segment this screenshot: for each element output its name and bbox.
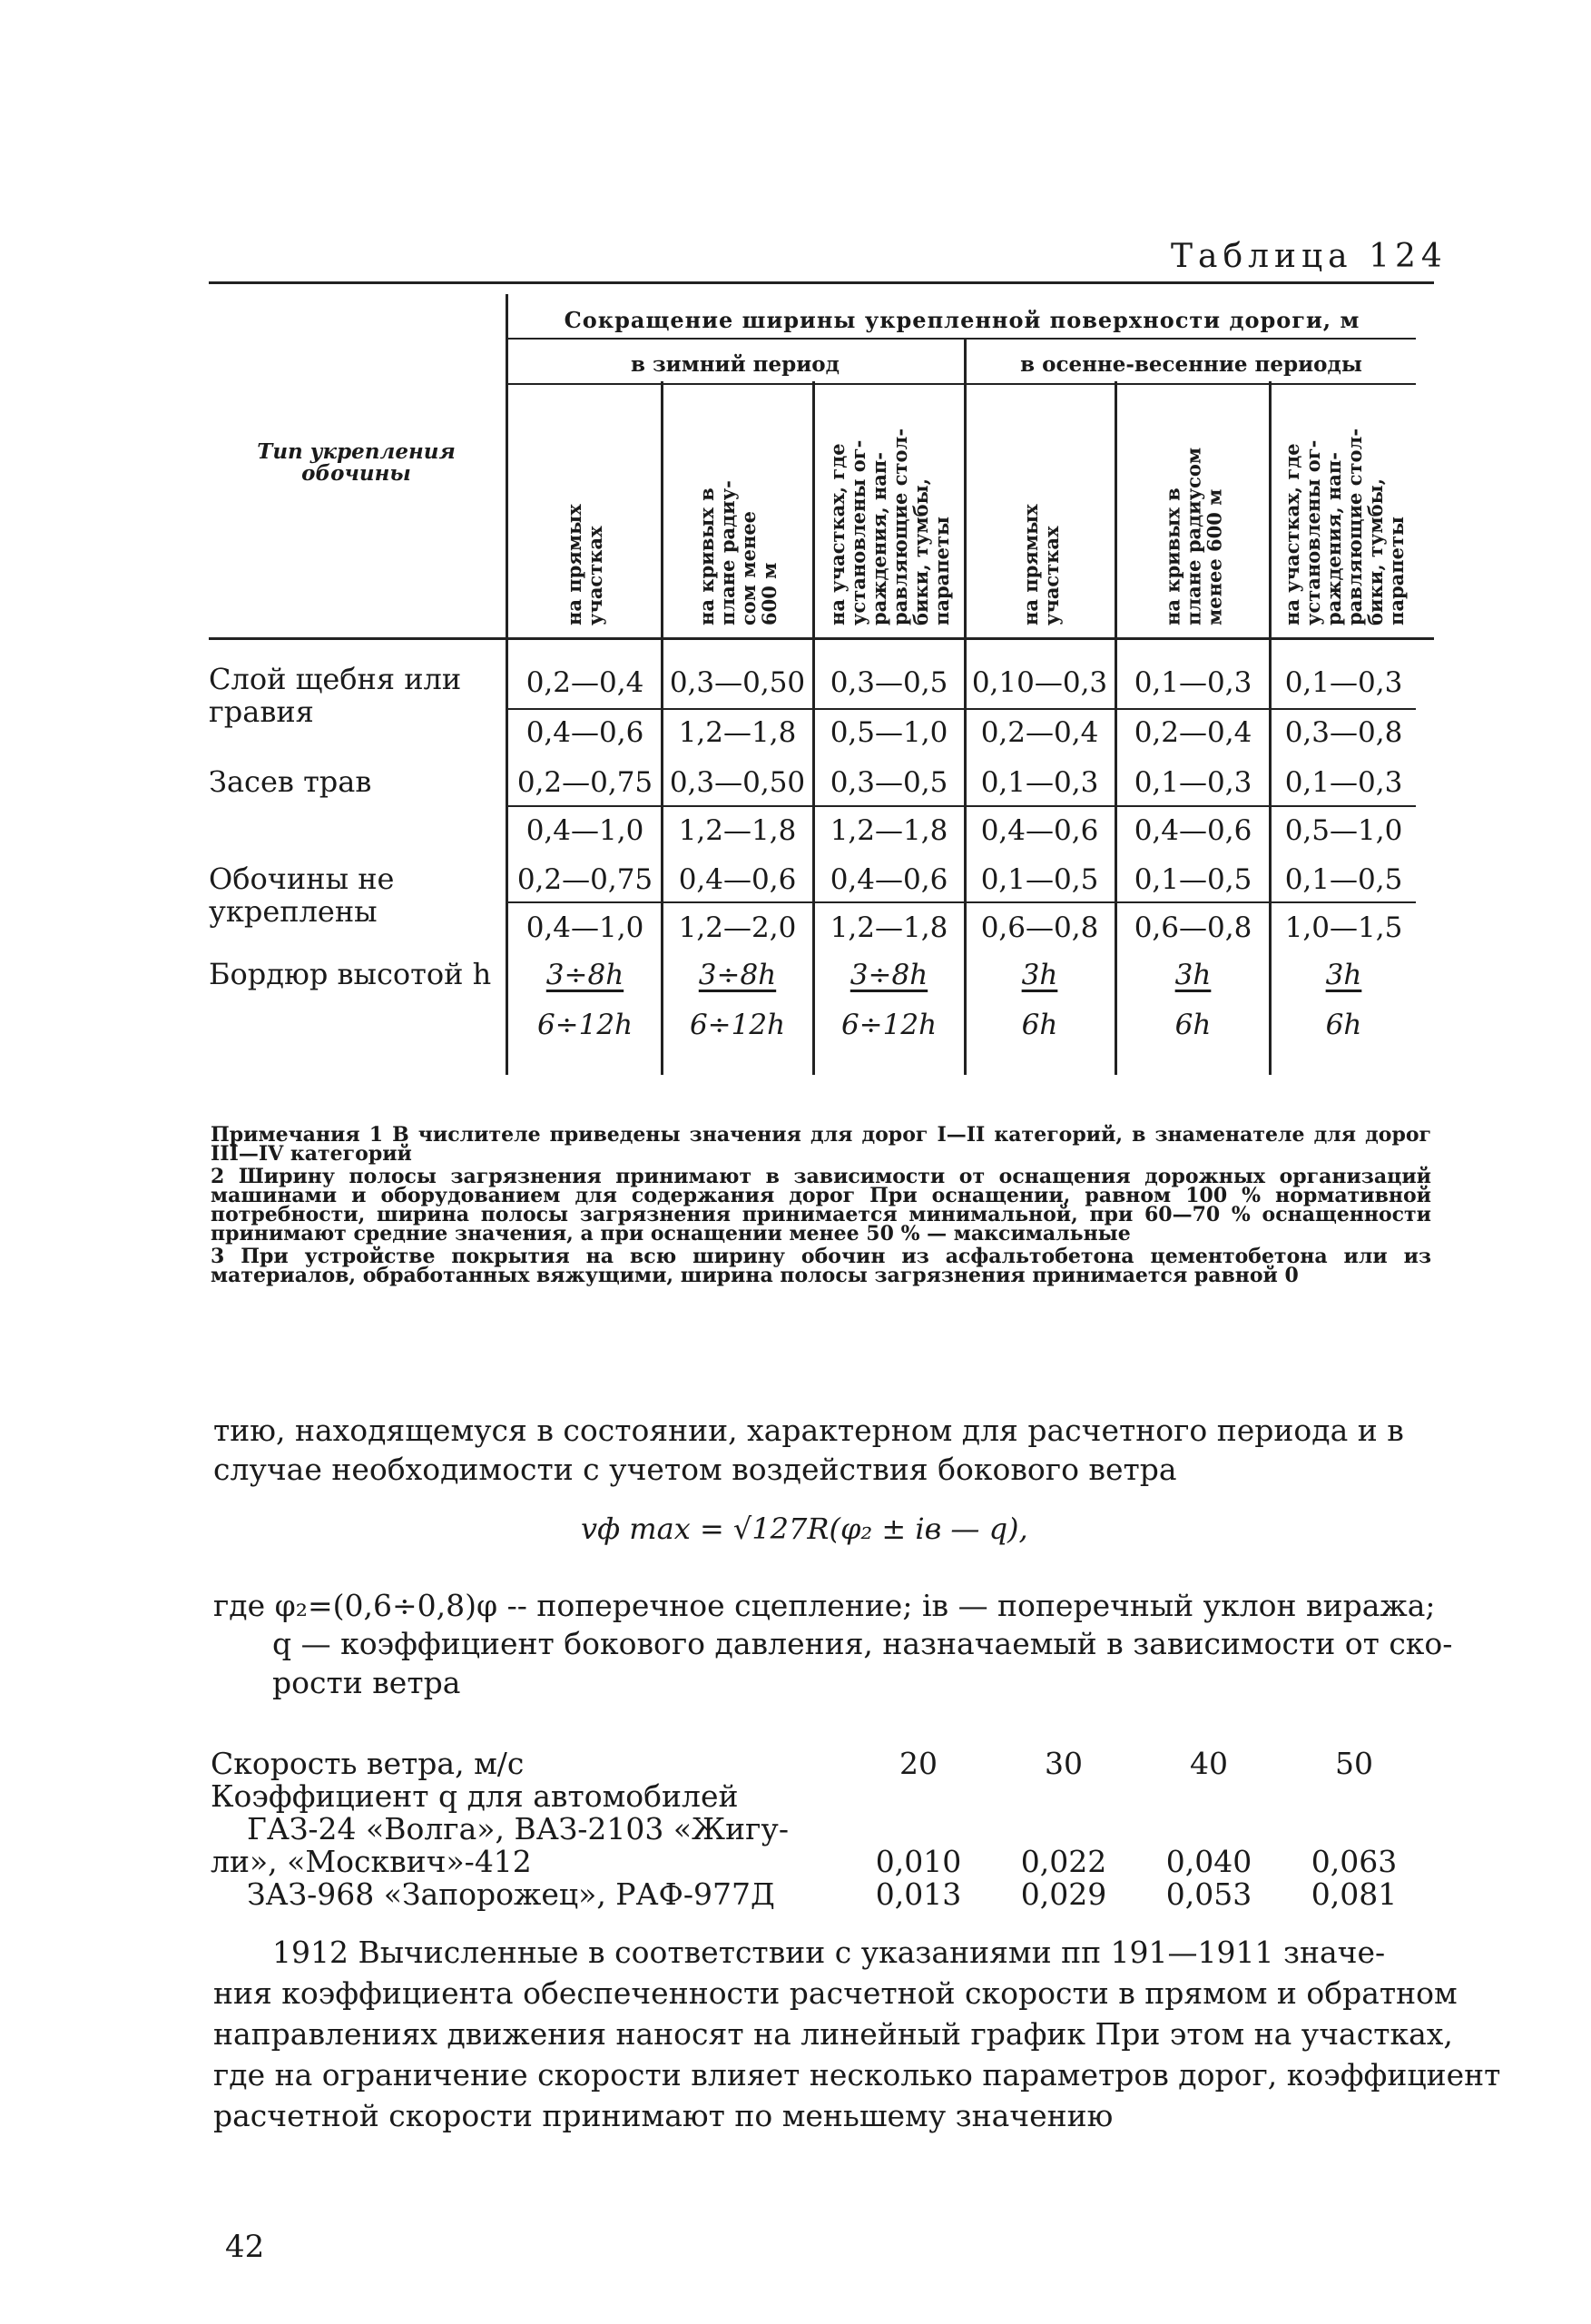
table-cell: 6÷12h: [840, 1009, 938, 1041]
table-cell: 0,4—0,6: [830, 863, 948, 896]
page-number: 42: [225, 2229, 265, 2265]
paragraph-line: 1912 Вычисленные в соответствии с указаниями пп 191—1911 значе-: [272, 1935, 1386, 1970]
table-cell: 3h: [1325, 959, 1362, 991]
column-header-text: на участках, где установлены ог- раждения, нап- равляющие стол- бики, тумбы, парапеты: [826, 428, 953, 625]
column-header: [663, 395, 812, 629]
car-row: [211, 1813, 1427, 1846]
column-header: [967, 395, 1115, 629]
table-cell: 0,2—0,75: [516, 766, 653, 799]
table-cell: 6h: [1021, 1009, 1058, 1041]
table-cell: 0,1—0,3: [1134, 666, 1252, 699]
speed-formula: vф max = √127R(φ₂ ± iв — q),: [581, 1512, 1028, 1546]
wind-speed-value: 30: [1045, 1746, 1083, 1781]
column-header-text: на прямых участках: [1018, 504, 1063, 625]
header-rule-1: [508, 338, 1416, 340]
table-title: Таблица 124: [1171, 238, 1448, 275]
table-cell: 0,6—0,8: [1134, 911, 1252, 944]
car-label: ГАЗ-24 «Волга», ВАЗ-2103 «Жигу-: [247, 1811, 789, 1846]
table-cell: 6h: [1174, 1009, 1212, 1041]
table-top-rule: [209, 281, 1434, 284]
table-cell: 3h: [1021, 959, 1058, 991]
row-label: Обочины не укреплены: [209, 862, 395, 929]
table-cell: 0,5—1,0: [830, 716, 948, 749]
table-cell: 0,1—0,3: [980, 766, 1099, 799]
table-cell: 1,2—1,8: [830, 814, 948, 847]
table-cell: 6h: [1325, 1009, 1362, 1041]
paragraph-line: где на ограничение скорости влияет несколько параметров дорог, коэффициент: [213, 2057, 1501, 2093]
paragraph-line: где φ₂=(0,6÷0,8)φ -- поперечное сцепление; iв — поперечный уклон виража;: [213, 1588, 1436, 1623]
wind-speed-value: 40: [1190, 1746, 1228, 1781]
column-header-text: на кривых в плане радиу- сом менее 600 м: [695, 480, 781, 625]
table-cell: 0,4—0,6: [980, 814, 1099, 847]
wind-coefficient-table: [211, 1748, 1427, 1911]
row-label: Бордюр высотой h: [209, 957, 492, 991]
table-cell: 0,1—0,5: [1134, 863, 1252, 896]
coef-label-row: [211, 1780, 1427, 1813]
note-2: 2 Ширину полосы загрязнения принимают в зависимости от оснащения дорожных организаций машинами и оборудованием для содержания дорог При оснащении, равном 100 % нормативной потребности, ширина полосы загрязнения принимается минимальной, при 60—70 % оснащенности принимают средние значения, а при оснащении менее 50 % — максимальные: [211, 1165, 1431, 1246]
table-cell: 6÷12h: [689, 1009, 786, 1041]
table-cell: 0,2—0,4: [980, 716, 1099, 749]
table-cell: 0,3—0,8: [1284, 716, 1403, 749]
car-row: [211, 1846, 1427, 1878]
group-winter-header: в зимний период: [631, 352, 840, 377]
table-cell: 0,1—0,3: [1284, 766, 1403, 799]
row-rule: [508, 805, 1416, 807]
wind-speed-label: Скорость ветра, м/с: [211, 1746, 525, 1781]
row-label: Слой щебня или гравия: [209, 662, 462, 729]
paragraph-line: рости ветра: [272, 1665, 461, 1700]
road-shoulder-table: [209, 281, 1434, 1080]
table-cell: 0,2—0,4: [525, 666, 644, 699]
paragraph-line: расчетной скорости принимают по меньшему значению: [213, 2098, 1114, 2133]
table-cell: 0,3—0,50: [669, 766, 806, 799]
header-rule-2: [508, 383, 1416, 385]
wind-speed-value: 50: [1335, 1746, 1373, 1781]
table-cell: 0,2—0,4: [1134, 716, 1252, 749]
table-cell: 1,2—2,0: [678, 911, 797, 944]
car-label: ли», «Москвич»-412: [211, 1844, 532, 1879]
coef-value: 0,053: [1165, 1876, 1252, 1912]
car-label: ЗАЗ-968 «Запорожец», РАФ-977Д: [247, 1876, 775, 1912]
group-spring-header: в осенне-весенние периоды: [1020, 352, 1362, 377]
table-cell: 0,4—1,0: [525, 911, 644, 944]
table-header-rule: [209, 637, 1434, 640]
table-cell: 0,6—0,8: [980, 911, 1099, 944]
table-cell: 1,2—1,8: [678, 814, 797, 847]
table-cell: 3÷8h: [850, 959, 928, 991]
coef-value: 0,010: [875, 1844, 962, 1879]
table-cell: 0,1—0,5: [1284, 863, 1403, 896]
wind-speed-value: 20: [899, 1746, 938, 1781]
paragraph-line: направлениях движения наносят на линейный график При этом на участках,: [213, 2016, 1453, 2052]
table-cell: 1,2—1,8: [830, 911, 948, 944]
table-cell: 0,1—0,3: [1134, 766, 1252, 799]
main-header: Сокращение ширины укрепленной поверхности дороги, м: [564, 307, 1360, 333]
column-header-text: на кривых в плане радиусом менее 600 м: [1161, 447, 1225, 625]
column-header: [508, 395, 661, 629]
table-cell: 0,4—0,6: [1134, 814, 1252, 847]
row-label: Засев трав: [209, 764, 372, 799]
row-rule: [508, 708, 1416, 710]
coef-value: 0,022: [1020, 1844, 1107, 1879]
table-cell: 0,3—0,5: [830, 766, 948, 799]
note-3: 3 При устройстве покрытия на всю ширину обочин из асфальтобетона цементобетона или из материалов, обработанных вяжущими, ширина полосы загрязнения принимается равной 0: [211, 1245, 1431, 1287]
note-1: Примечания 1 В числителе приведены значения для дорог I—II категорий, в знаменателе для дорог III—IV категорий: [211, 1123, 1431, 1166]
table-cell: 0,5—1,0: [1284, 814, 1403, 847]
coef-value: 0,040: [1165, 1844, 1252, 1879]
table-cell: 0,2—0,75: [516, 863, 653, 896]
table-cell: 0,4—1,0: [525, 814, 644, 847]
paragraph-line: q — коэффициент бокового давления, назначаемый в зависимости от ско-: [272, 1626, 1453, 1661]
table-cell: 0,1—0,5: [980, 863, 1099, 896]
coef-value: 0,081: [1311, 1876, 1398, 1912]
paragraph-line: тию, находящемуся в состоянии, характерном для расчетного периода и в: [213, 1413, 1404, 1448]
table-cell: 6÷12h: [536, 1009, 633, 1041]
coef-value: 0,029: [1020, 1876, 1107, 1912]
paragraph-line: ния коэффициента обеспеченности расчетной скорости в прямом и обратном: [213, 1975, 1458, 2011]
table-cell: 0,1—0,3: [1284, 666, 1403, 699]
column-header: [1272, 395, 1417, 629]
row-rule: [508, 901, 1416, 903]
table-cell: 3÷8h: [545, 959, 624, 991]
table-cell: 0,4—0,6: [525, 716, 644, 749]
table-cell: 1,0—1,5: [1284, 911, 1403, 944]
table-cell: 0,10—0,3: [971, 666, 1108, 699]
table-cell: 0,4—0,6: [678, 863, 797, 896]
car-row: [211, 1878, 1427, 1911]
table-cell: 3÷8h: [698, 959, 777, 991]
stub-header: Тип укрепления обочины: [257, 439, 456, 486]
column-header-text: на прямых участках: [563, 504, 606, 625]
column-header: [815, 395, 964, 629]
table-cell: 1,2—1,8: [678, 716, 797, 749]
table-cell: 0,3—0,50: [669, 666, 806, 699]
coef-label: Коэффициент q для автомобилей: [211, 1778, 739, 1814]
coef-value: 0,013: [875, 1876, 962, 1912]
table-cell: 3h: [1174, 959, 1212, 991]
column-header: [1117, 395, 1269, 629]
coef-value: 0,063: [1311, 1844, 1398, 1879]
wind-speed-row: [211, 1748, 1427, 1780]
paragraph-line: случае необходимости с учетом воздействия бокового ветра: [213, 1452, 1177, 1487]
table-notes: [211, 1123, 1431, 1289]
column-header-text: на участках, где установлены ог- раждения, нап- равляющие стол- бики, тумбы, парапеты: [1281, 428, 1408, 625]
table-cell: 0,3—0,5: [830, 666, 948, 699]
